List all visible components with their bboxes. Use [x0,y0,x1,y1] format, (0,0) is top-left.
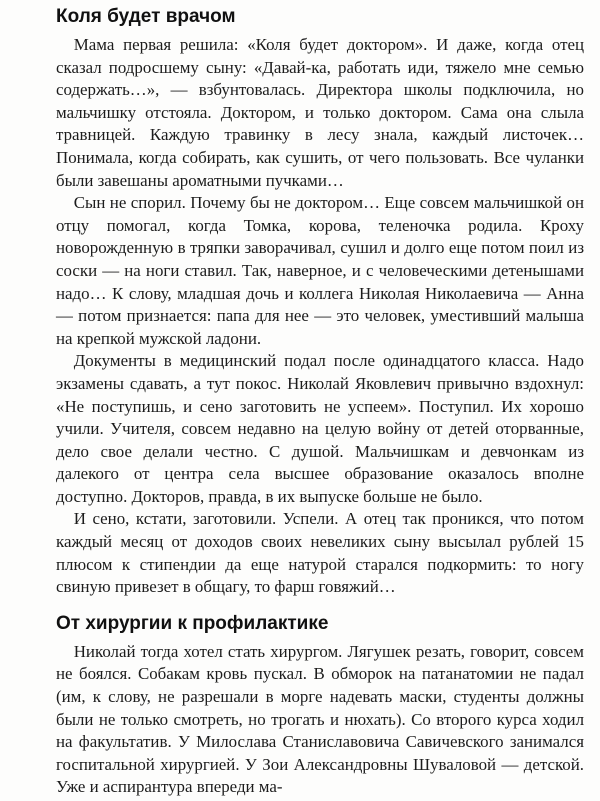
paragraph: Мама первая решила: «Коля будет доктором». И даже, когда отец сказал подросшему сыну: «Давай-ка, работать иди, тяжело мне семью содержать…», — взбунтовалась. Директора школы подключила, но мальчишку отстояла. Доктором, и только доктором. Сама она слыла травницей. Каждую травинку в лесу знала, каждый листочек… Понимала, когда собирать, как сушить, от чего пользовать. Все чуланки были завешаны ароматными пучками… [56,35,584,190]
section-title: От хирургии к профилактике [56,612,329,634]
paragraph: Документы в медицинский подал после одинадцатого класса. Надо экзамены сдавать, а тут покос. Николай Яковлевич привычно вздохнул: «Не поступишь, и сено заготовить не успеем». Поступил. Их хорошо учили. Учителя, совсем недавно на целую войну от детей оторванные, дело свое делали честно. С душой. Мальчишкам и девчонкам из далекого от центра села высшее образование оказалось вполне доступно. Докторов, правда, в их выпуске больше не было. [56,351,584,506]
section-title: Коля будет врачом [56,6,236,27]
paragraph: И сено, кстати, заготовили. Успели. А отец так проникся, что потом каждый месяц от доходов своих невеликих сыну высылал рублей 15 плюсом к стипендии да еще натурой старался подкормить: то ногу свиную привезет в общагу, то фарш говяжий… [56,509,584,597]
paragraph: Николай тогда хотел стать хирургом. Лягушек резать, говорит, совсем не боялся. Собакам кровь пускал. В обморок на патанатомии не падал (им, к слову, не разрешали в морге надевать маски, студенты должны были не только смотреть, но трогать и нюхать). Со второго курса ходил на факультатив. У Милослава Станиславовича Савичевского занимался госпитальной хирургией. У Зои Александровны Шуваловой — детской. Уже и аспирантура впереди ма- [56,641,584,797]
paragraph: Сын не спорил. Почему бы не доктором… Еще совсем мальчишкой он отцу помогал, когда Томка, корова, теленочка родила. Кроху новорожденную в тряпки заворачивал, сушил и долго еще потом поил из соски — на ноги ставил. Так, наверное, и с человеческими детенышами надо… К слову, младшая дочь и коллега Николая Николаевича — Анна — потом признается: папа для нее — это человек, уместивший малыша на крепкой мужской ладони. [56,193,584,348]
